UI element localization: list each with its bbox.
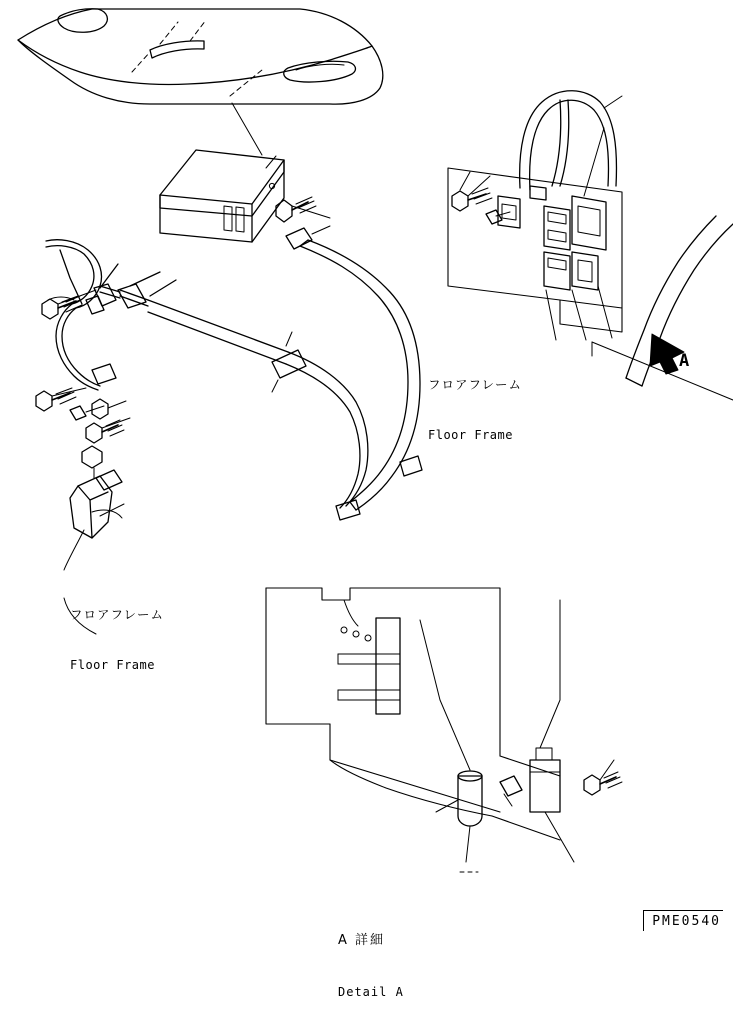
connector-part: [286, 226, 330, 249]
floor-panel-part: [18, 9, 383, 104]
wiring-harness: [148, 240, 420, 510]
bracket-part: [70, 446, 124, 538]
connector-part: [336, 456, 422, 520]
clamp-part: [272, 332, 306, 392]
bolt-part: [276, 197, 330, 222]
machine-body-edge: [592, 216, 733, 400]
annotation-label-jp: フロアフレーム: [70, 606, 165, 622]
annotation-label-en: Floor Frame: [428, 427, 513, 442]
detail-a-assembly: [266, 588, 622, 872]
bolt-part: [36, 388, 86, 411]
leader-line: [64, 530, 84, 570]
nut-part: [92, 399, 126, 419]
section-marker-a-label: A: [679, 351, 690, 371]
detail-label-en: Detail A: [338, 984, 404, 999]
annotation-floor-frame-upper: [428, 341, 522, 480]
annotation-label-en: Floor Frame: [70, 657, 155, 672]
relay-box-assembly: [448, 91, 622, 340]
bolt-part: [86, 418, 130, 443]
annotation-label-jp: フロアフレーム: [428, 376, 523, 392]
annotation-detail-a: [338, 897, 404, 1036]
detail-label-jp: A 詳細: [338, 932, 386, 948]
controller-box-part: [160, 150, 284, 242]
annotation-floor-frame-lower: [70, 571, 164, 710]
leader-line: [232, 103, 262, 155]
drawing-number: PME0540: [643, 910, 723, 931]
